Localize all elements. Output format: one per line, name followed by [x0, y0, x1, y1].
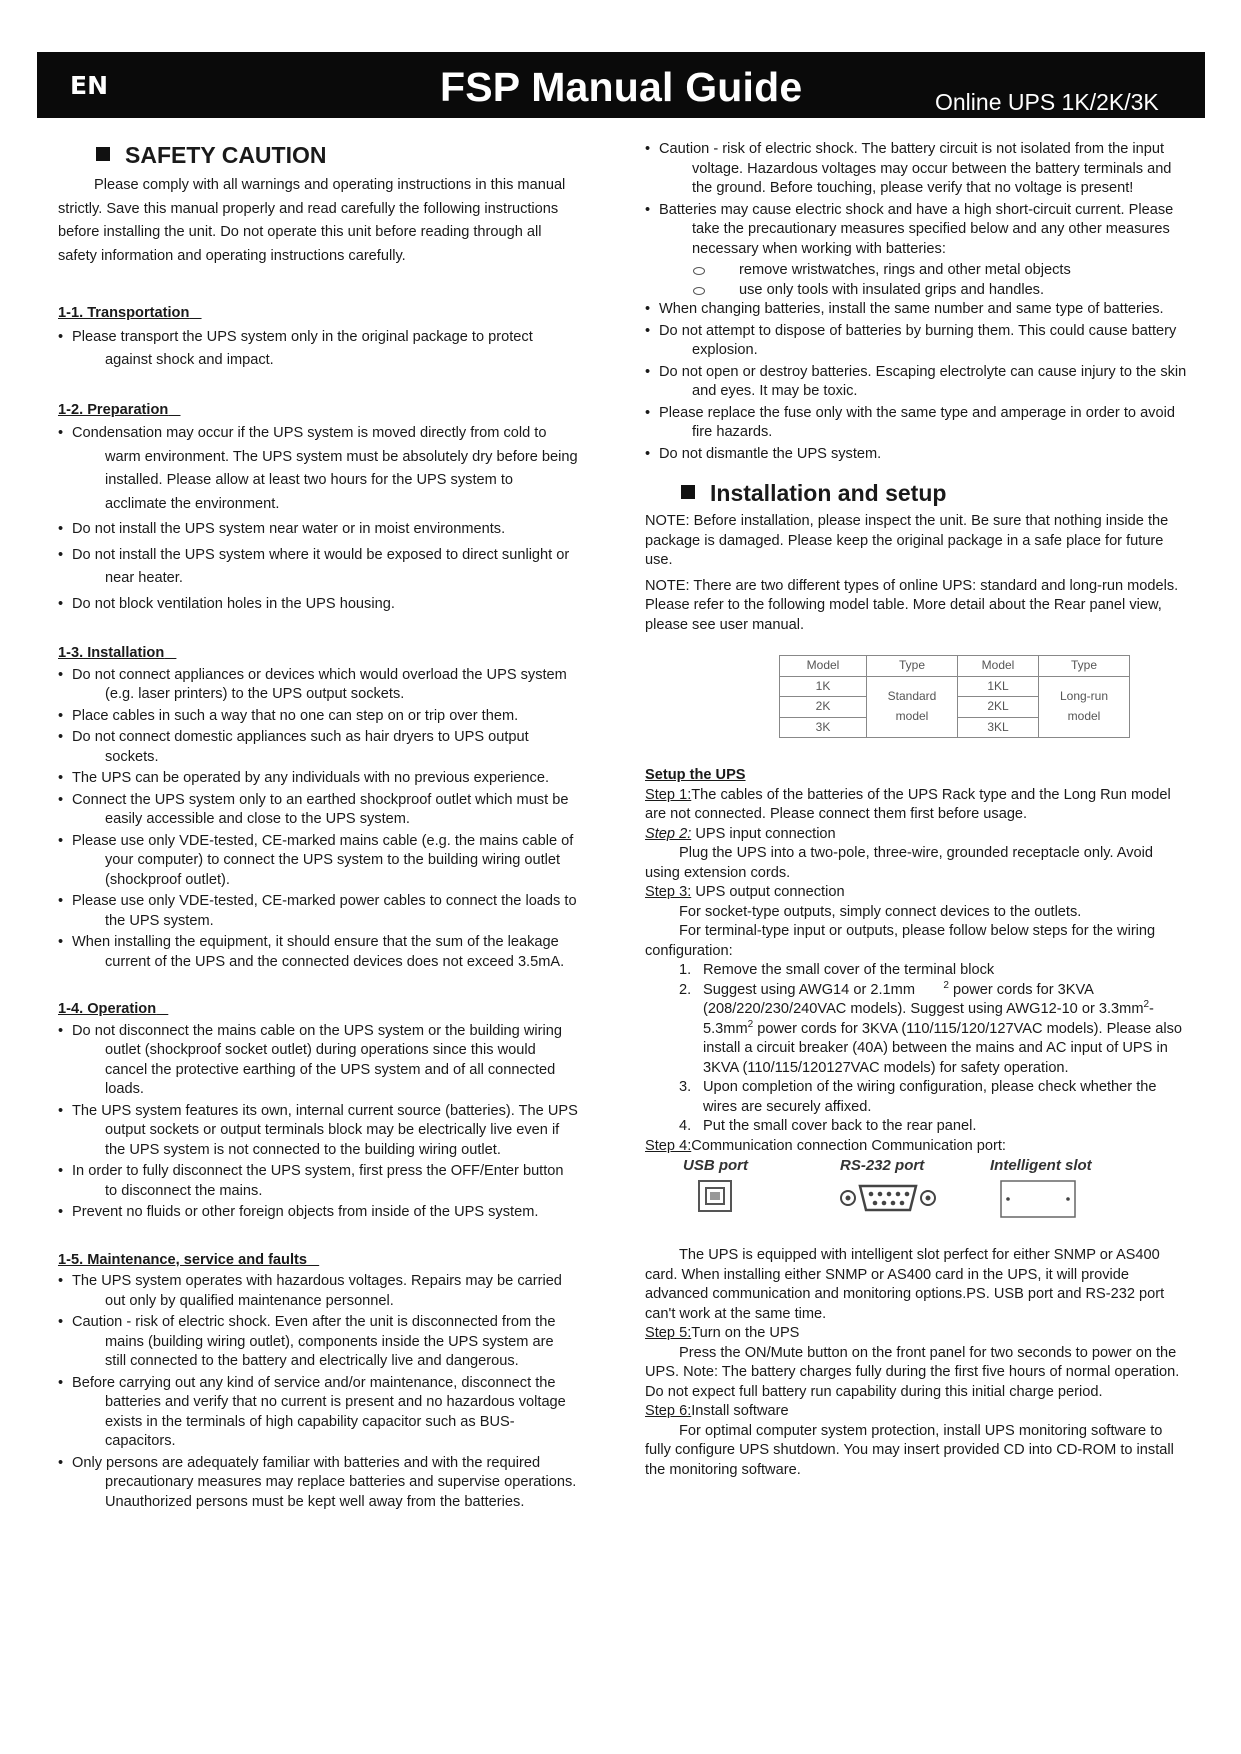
- list-item: use only tools with insulated grips and handles.: [693, 281, 1190, 301]
- document-title: FSP Manual Guide: [440, 64, 803, 110]
- list-item: 3. Upon completion of the wiring configuration, please check whether the wires are securely affixed.: [679, 1079, 1157, 1115]
- bullet-square-icon: [96, 147, 110, 161]
- step-3-body-2: For terminal-type input or outputs, please follow below steps for the wiring configuration:: [645, 923, 1156, 959]
- list-item: • Caution - risk of electric shock. The battery circuit is not isolated from the input voltage. Hazardous voltages may occur between the battery terminals and the ground. Before touching, please verify that no voltage is present!: [645, 140, 1190, 199]
- list-item: • The UPS system operates with hazardous voltages. Repairs may be carried out only by qualified maintenance personnel.: [58, 1272, 578, 1311]
- rs232-port-label: RS-232 port: [840, 1157, 925, 1174]
- setup-ups-heading: Setup the UPS: [645, 767, 746, 783]
- list-item: • Prevent no fluids or other foreign objects from inside of the UPS system.: [58, 1203, 578, 1223]
- list-item: 1. Remove the small cover of the terminal block: [679, 962, 995, 978]
- step-2: Step 2: UPS input connection: [645, 825, 836, 842]
- transport-section: [58, 304, 578, 373]
- usb-port-label: USB port: [683, 1157, 748, 1174]
- table-header: Model: [780, 656, 867, 677]
- intelligent-slot-label: Intelligent slot: [990, 1157, 1092, 1174]
- list-item: • Caution - risk of electric shock. Even after the unit is disconnected from the mains (building wiring outlet), components inside the UPS system are still connected to the battery and electrically live and dangerous.: [58, 1313, 578, 1372]
- list-item: • Please use only VDE-tested, CE-marked mains cable (e.g. the mains cable of your computer) to connect the UPS system to the building wiring outlet (shockproof outlet).: [58, 832, 578, 891]
- wiring-steps: [645, 961, 1190, 1137]
- list-item: • Do not attempt to dispose of batteries by burning them. This could cause battery explosion.: [645, 322, 1190, 361]
- step-4: Step 4:Communication connection Communication port:: [645, 1137, 1006, 1154]
- list-item: • Connect the UPS system only to an earthed shockproof outlet which must be easily accessible and close to the UPS system.: [58, 791, 578, 830]
- step-6-body: For optimal computer system protection, install UPS monitoring software to fully configure UPS shutdown. You may insert provided CD into CD-ROM to install the monitoring software.: [645, 1422, 1174, 1478]
- note-inspect: NOTE: Before installation, please inspect the unit. Be sure that nothing inside the package is damaged. Please keep the original package in a safe place for future use.: [645, 513, 1169, 568]
- bullet-square-icon: [681, 485, 695, 499]
- list-item: • Do not connect appliances or devices which would overload the UPS system (e.g. laser printers) to the UPS output sockets.: [58, 666, 578, 705]
- battery-caution-list-2: [645, 300, 1190, 464]
- maintenance-section: [58, 1251, 578, 1513]
- table-cell: 1K: [780, 676, 867, 697]
- safety-intro: Please comply with all warnings and operating instructions in this manual strictly. Save this manual properly and read carefully the following instructions before installing the unit. Do not operate this unit before reading through all safety information and operating instructions carefully.: [58, 177, 566, 264]
- list-item: remove wristwatches, rings and other metal objects: [693, 261, 1190, 281]
- table-cell: 2K: [780, 697, 867, 718]
- list-item: • Batteries may cause electric shock and have a high short-circuit current. Please take the precautionary measures specified below and any other measures necessary when working with batteries:: [645, 201, 1190, 260]
- right-column: [645, 140, 1190, 1480]
- maintenance-heading: 1-5. Maintenance, service and faults: [58, 1251, 307, 1268]
- rs232-port-icon: [838, 1182, 938, 1214]
- operation-heading: 1-4. Operation: [58, 1001, 157, 1017]
- table-header: Type: [867, 656, 958, 677]
- left-column: [58, 140, 578, 1514]
- table-cell: 3KL: [958, 717, 1039, 738]
- battery-precaution-sublist: [693, 261, 1190, 300]
- battery-caution-list: [645, 140, 1190, 259]
- note-model-types: NOTE: There are two different types of online UPS: standard and long-run models. Please refer to the following model table. More detail about the Rear panel view, please see user manual.: [645, 577, 1179, 633]
- list-item: • Only persons are adequately familiar with batteries and with the required precautionary measures may replace batteries and supervise operations. Unauthorized persons must be kept well away from the batteries.: [58, 1454, 578, 1513]
- list-item: • Do not block ventilation holes in the UPS housing.: [58, 593, 578, 617]
- table-cell: 2KL: [958, 697, 1039, 718]
- list-item: • The UPS can be operated by any individuals with no previous experience.: [58, 769, 578, 789]
- installation-heading: 1-3. Installation: [58, 645, 165, 661]
- list-item: • When installing the equipment, it should ensure that the sum of the leakage current of the UPS and the connected devices does not exceed 3.5mA.: [58, 933, 578, 972]
- list-item: • Please replace the fuse only with the same type and amperage in order to avoid fire hazards.: [645, 404, 1190, 443]
- step-2-body: Plug the UPS into a two-pole, three-wire, grounded receptacle only. Avoid using extension cords.: [645, 845, 1154, 881]
- list-item: • Do not connect domestic appliances such as hair dryers to UPS output sockets.: [58, 728, 578, 767]
- step-6: Step 6:Install software: [645, 1403, 789, 1419]
- table-header: Type: [1039, 656, 1130, 677]
- list-item: • Do not install the UPS system near water or in moist environments.: [58, 518, 578, 542]
- ports-illustration: [645, 1156, 1190, 1246]
- header-bar: [37, 52, 1205, 118]
- intelligent-slot-icon: [1000, 1180, 1076, 1218]
- list-item: • Please use only VDE-tested, CE-marked power cables to connect the loads to the UPS system.: [58, 892, 578, 931]
- list-item: 2. Suggest using AWG14 or 2.1mm $^2$ power cords for 3KVA (208/220/230/240VAC models). Suggest using AWG12-10 or $3.3mm^2-5.3mm^2$ power cords for 3KVA (110/115/120/127VAC models). Please also install a circuit breaker (40A) between the mains and AC input of UPS in 3KVA (110/115/120127VAC models) for safety operation.: [679, 979, 1183, 1076]
- table-cell: 3K: [780, 717, 867, 738]
- language-label: EN: [70, 71, 109, 100]
- operation-section: [58, 1000, 578, 1223]
- list-item: • In order to fully disconnect the UPS system, first press the OFF/Enter button to disconnect the mains.: [58, 1162, 578, 1201]
- table-cell: Standard model: [867, 676, 958, 738]
- intelligent-slot-text: The UPS is equipped with intelligent slot perfect for either SNMP or AS400 card. When installing either SNMP or AS400 card in the UPS, it will provide advanced communication and monitoring options.PS. USB port and RS-232 port can't work at the same time.: [645, 1247, 1165, 1322]
- list-item: • Do not open or destroy batteries. Escaping electrolyte can cause injury to the skin and eyes. It may be toxic.: [645, 363, 1190, 402]
- preparation-heading: 1-2. Preparation: [58, 401, 169, 418]
- installation-section: [58, 644, 578, 972]
- table-cell: Long-run model: [1039, 676, 1130, 738]
- step-1: Step 1:The cables of the batteries of the UPS Rack type and the Long Run model are not connected. Please connect them first before usage.: [645, 786, 1171, 822]
- list-item: • The UPS system features its own, internal current source (batteries). The UPS output sockets or output terminals block may be electrically live even if the UPS system is not connected to the building wiring outlet.: [58, 1102, 578, 1161]
- model-table: [779, 655, 1130, 738]
- list-item: • Condensation may occur if the UPS system is moved directly from cold to warm environment. The UPS system must be absolutely dry before being installed. Please allow at least two hours for the UPS system to acclimate the environment.: [58, 422, 578, 516]
- list-item: • Before carrying out any kind of service and/or maintenance, disconnect the batteries and verify that no current is present and no hazardous voltage exists in the terminals of high capability capacitor such as BUS-capacitors.: [58, 1374, 578, 1452]
- list-item: • Place cables in such a way that no one can step on or trip over them.: [58, 707, 578, 727]
- list-item: • When changing batteries, install the same number and same type of batteries.: [645, 300, 1190, 320]
- transport-heading: 1-1. Transportation: [58, 305, 190, 321]
- list-item: • Please transport the UPS system only in the original package to protect against shock and impact.: [58, 326, 578, 373]
- safety-heading: SAFETY CAUTION: [96, 140, 578, 170]
- preparation-section: [58, 401, 578, 617]
- step-3-body-1: For socket-type outputs, simply connect devices to the outlets.: [679, 903, 1082, 920]
- list-item: • Do not disconnect the mains cable on the UPS system or the building wiring outlet (shockproof socket outlet) during operations since this would cancel the protective earthing of the UPS system and of all connected loads.: [58, 1022, 578, 1100]
- table-cell: 1KL: [958, 676, 1039, 697]
- product-subtitle: Online UPS 1K/2K/3K: [935, 89, 1159, 115]
- list-item: • Do not dismantle the UPS system.: [645, 445, 1190, 465]
- installation-setup-heading: Installation and setup: [681, 478, 1190, 508]
- list-item: 4. Put the small cover back to the rear panel.: [679, 1118, 977, 1134]
- list-item: • Do not install the UPS system where it would be exposed to direct sunlight or near heater.: [58, 544, 578, 591]
- step-5: Step 5:Turn on the UPS: [645, 1325, 800, 1341]
- step-3: Step 3: UPS output connection: [645, 884, 845, 900]
- usb-port-icon: [698, 1180, 732, 1212]
- step-5-body: Press the ON/Mute button on the front panel for two seconds to power on the UPS. Note: The battery charges fully during the first five hours of normal operation. Do not expect full battery run capability during this initial charge period.: [645, 1344, 1180, 1400]
- table-header: Model: [958, 656, 1039, 677]
